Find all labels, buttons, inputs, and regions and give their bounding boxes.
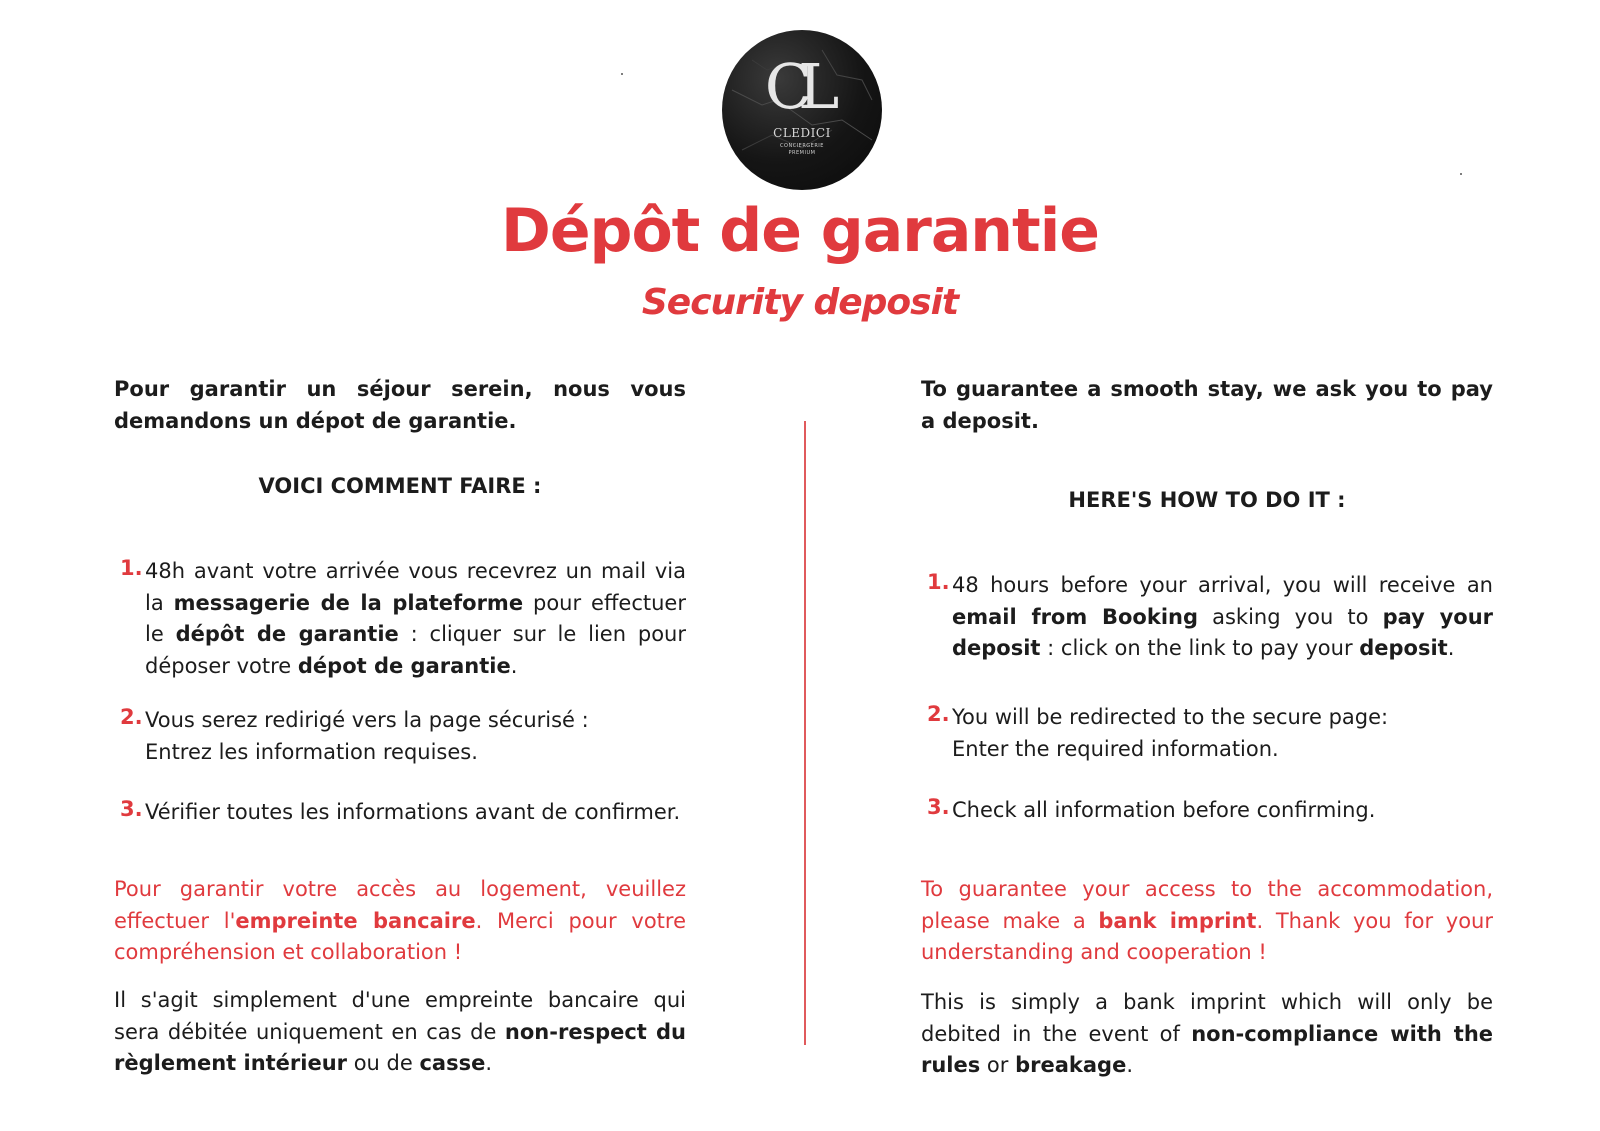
fr-step-2 (114, 705, 686, 768)
text-segment: Il s'agit simplement d'une empreinte bancaire qui sera débitée uniquement en cas de (114, 988, 686, 1044)
text-emphasis: dépot de garantie (297, 653, 511, 678)
en-step-1 (921, 570, 1493, 665)
text-segment: ou de (347, 1051, 420, 1075)
step-number: 3. (927, 795, 950, 819)
text-line: Entrez les information requises. (145, 739, 478, 764)
text-emphasis: messagerie de la plateforme (173, 590, 524, 615)
logo-tagline-line-2: PREMIUM (788, 150, 816, 156)
text-emphasis: deposit (1359, 636, 1448, 660)
fr-step-1 (114, 556, 686, 682)
step-number: 2. (927, 702, 950, 726)
text-emphasis: dépôt de garantie (175, 622, 399, 646)
text-line: Enter the required information. (952, 736, 1279, 761)
fr-intro: Pour garantir un séjour serein, nous vous demandons un dépot de garantie. (114, 377, 686, 433)
fr-heading: VOICI COMMENT FAIRE : (258, 474, 542, 498)
text-segment: or (980, 1053, 1016, 1077)
en-step-3-text: Check all information before confirming. (952, 798, 1376, 822)
text-emphasis: email from Booking (952, 604, 1198, 629)
step-number: 2. (120, 705, 143, 729)
en-step-2-text (952, 702, 1493, 765)
logo-tagline-line-1: CONCIERGERIE (780, 143, 824, 149)
text-segment: 48h avant votre arrivée vous recevrez un mail via la (145, 559, 686, 615)
page-subtitle: Security deposit (641, 282, 959, 323)
en-step-2 (921, 702, 1493, 765)
text-emphasis: pay your deposit (952, 604, 1493, 660)
text-line: Vous serez redirigé vers la page sécurisé : (145, 708, 589, 732)
text-segment: . (485, 1051, 493, 1075)
en-step-3 (921, 795, 1493, 827)
text-emphasis: non-respect du règlement intérieur (114, 1019, 686, 1075)
fr-notice (114, 874, 686, 969)
step-number: 1. (120, 556, 143, 580)
text-emphasis: breakage (1015, 1053, 1127, 1077)
page-title: Dépôt de garantie (501, 196, 1099, 266)
en-heading: HERE'S HOW TO DO IT : (1068, 488, 1346, 512)
text-segment: pour effectuer le (145, 590, 686, 646)
logo-name: CLEDICI (773, 126, 831, 140)
text-segment: 48 hours before your arrival, you will receive an (952, 573, 1493, 597)
en-notice (921, 874, 1493, 969)
text-segment: . Merci pour votre compréhension et collaboration ! (114, 908, 686, 964)
en-intro: To guarantee a smooth stay, we ask you to pay a deposit. (921, 377, 1493, 433)
text-emphasis: empreinte bancaire (235, 908, 476, 933)
en-note (921, 987, 1493, 1082)
step-number: 3. (120, 797, 143, 821)
logo-tagline (722, 143, 882, 157)
fr-step-3-text: Vérifier toutes les informations avant de confirmer. (145, 800, 681, 824)
text-segment: : click on the link to pay your (1040, 636, 1360, 660)
fr-step-3 (114, 797, 686, 829)
speck (1460, 173, 1462, 175)
text-segment: . Thank you for your understanding and cooperation ! (921, 908, 1493, 964)
text-segment: . (510, 653, 518, 678)
text-segment: : cliquer sur le lien pour déposer votre (145, 622, 686, 678)
fr-step-2-text (145, 705, 686, 768)
text-segment: Pour garantir votre accès au logement, veuillez effectuer l' (114, 877, 686, 933)
fr-step-1-text (145, 556, 686, 682)
text-segment: To guarantee your access to the accommodation, please make a (921, 877, 1493, 933)
text-segment: . (1126, 1053, 1133, 1077)
fr-note (114, 985, 686, 1080)
step-number: 1. (927, 570, 950, 594)
text-line: You will be redirected to the secure page: (952, 705, 1389, 729)
text-segment: This is simply a bank imprint which will only be debited in the event of (921, 990, 1493, 1046)
speck (621, 73, 623, 75)
text-segment: asking you to (1198, 604, 1383, 629)
en-step-1-text (952, 570, 1493, 665)
logo (722, 30, 882, 190)
text-emphasis: casse (419, 1051, 486, 1075)
text-emphasis: non-compliance with the rules (921, 1021, 1494, 1077)
text-emphasis: bank imprint (1098, 908, 1257, 933)
logo-monogram: CL (764, 50, 826, 123)
text-segment: . (1447, 636, 1455, 660)
column-divider (804, 421, 806, 1045)
